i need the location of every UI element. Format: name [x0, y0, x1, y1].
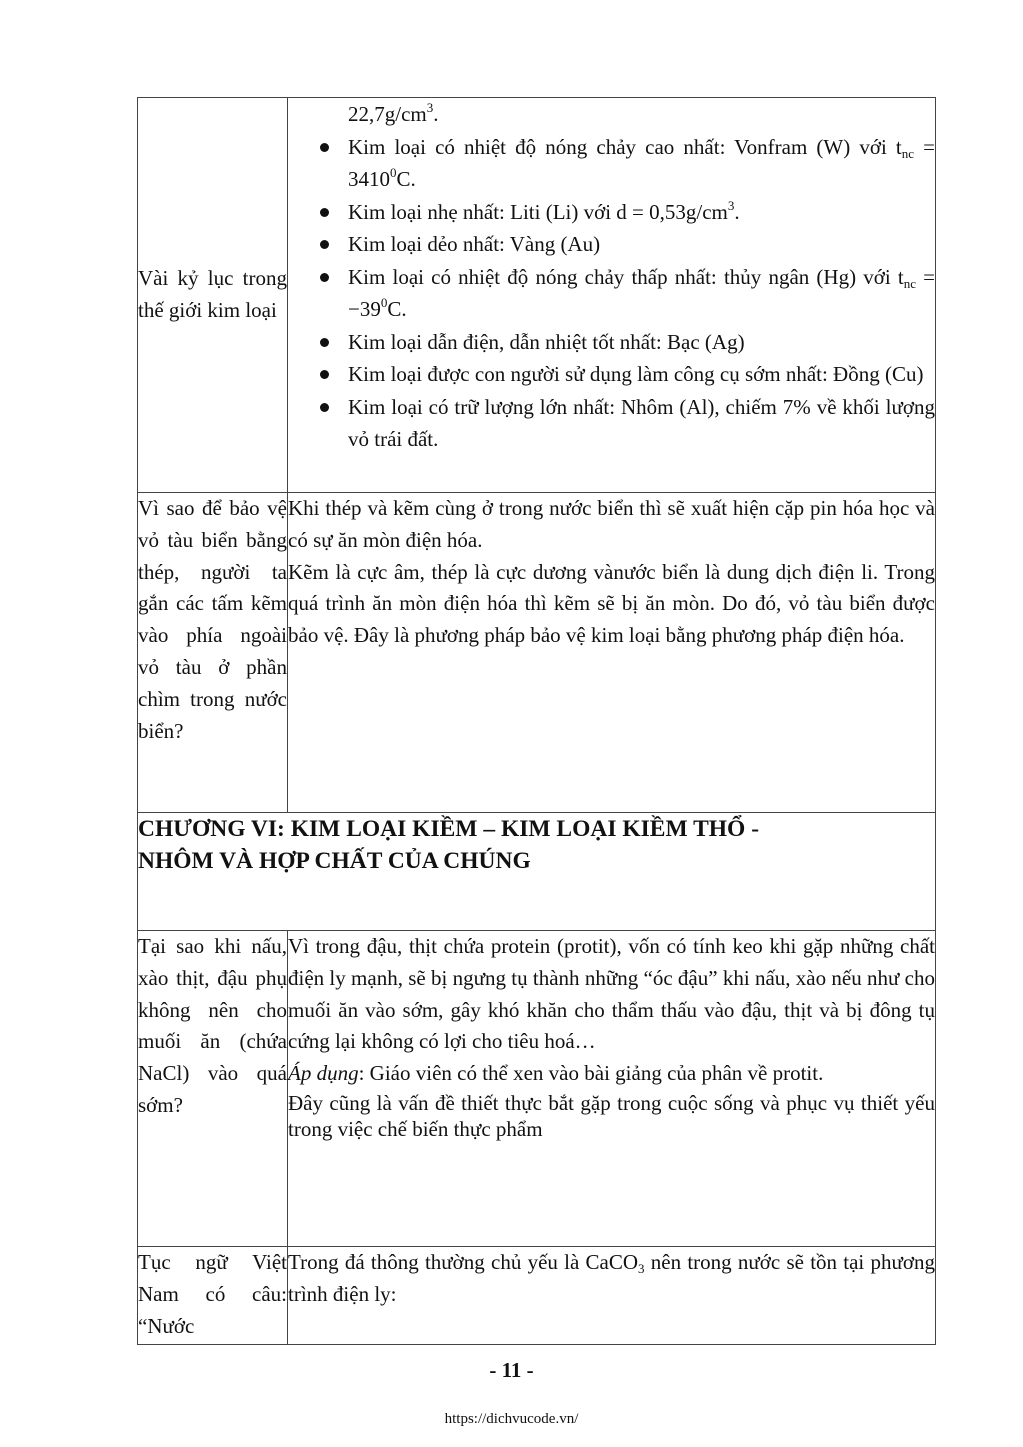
footer-url: https://dichvucode.vn/: [444, 1411, 579, 1427]
answer-paragraph: Đây cũng là vấn đề thiết thực bắt gặp trong cuộc sống và phục vụ thiết yếu trong việc chế biến thực phẩm: [288, 1090, 935, 1141]
answer-paragraph: Áp dụng: Giáo viên có thể xen vào bài giảng của phân về protit.: [288, 1061, 824, 1086]
bullet-dot-icon: [320, 273, 329, 282]
bullet-dot-icon: [320, 240, 329, 249]
bullet-dot-icon: [320, 370, 329, 379]
list-item: Kim loại được con người sử dụng làm công cụ sớm nhất: Đồng (Cu): [288, 358, 935, 391]
bullet-dot-icon: [320, 403, 329, 412]
list-item: Kim loại có trữ lượng lớn nhất: Nhôm (Al), chiếm 7% về khối lượng vỏ trái đất.: [288, 391, 935, 456]
list-item: Kim loại dẫn điện, dẫn nhiệt tốt nhất: Bạc (Ag): [288, 326, 935, 359]
table-row-salt-cooking: [138, 931, 936, 1247]
bullet-dot-icon: [320, 143, 329, 152]
question-cell: [138, 1247, 288, 1345]
bullet-dot-icon: [320, 338, 329, 347]
list-item: Kim loại có nhiệt độ nóng chảy cao nhất: Vonfram (W) với $t_{nc} = 3410^0C$.: [288, 131, 935, 196]
bullet-dot-icon: [320, 208, 329, 217]
chapter-heading-line: NHÔM VÀ HỢP CHẤT CỦA CHÚNG: [138, 848, 531, 874]
answer-paragraph: Kẽm là cực âm, thép là cực dương vànước biển là dung dịch điện li. Trong quá trình ăn mòn điện hóa thì kẽm sẽ bị ăn mòn. Do đó, vỏ tàu biển được bảo vệ. Đây là phương pháp bảo vệ kim loại bằng phương pháp điện hóa.: [288, 559, 935, 648]
chapter-heading: [138, 813, 936, 931]
table-row-records: [138, 98, 936, 493]
table-row-chapter-heading: [138, 813, 936, 931]
qa-table: [137, 97, 936, 1345]
question-cell: [138, 931, 288, 1247]
answer-paragraph: Vì trong đậu, thịt chứa protein (protit), vốn có tính keo khi gặp những chất điện ly mạnh, sẽ bị ngưng tụ thành những “óc đậu” khi nấu, xào nếu như cho muối ăn vào sớm, gây khó khăn cho thẩm thấu vào đậu, thịt và bị đông tụ cứng lại không có lợi cho tiêu hoá…: [288, 934, 935, 1054]
answer-cell: [288, 98, 936, 493]
table-row-ship-protection: [138, 493, 936, 813]
answer-paragraph: Trong đá thông thường chủ yếu là CaCO$_3$ nên trong nước sẽ tồn tại phương trình điện ly:: [288, 1250, 935, 1306]
question-cell: [138, 98, 288, 493]
apply-label: Áp dụng: [288, 1061, 359, 1086]
chapter-heading-line: CHƯƠNG VI: KIM LOẠI KIỀM – KIM LOẠI KIỀM THỔ -: [138, 816, 760, 842]
answer-cell: [288, 1247, 936, 1345]
table-row-proverb: [138, 1247, 936, 1345]
answer-cell: [288, 931, 936, 1247]
answer-paragraph: Khi thép và kẽm cùng ở trong nước biển thì sẽ xuất hiện cặp pin hóa học và có sự ăn mòn điện hóa.: [288, 496, 935, 552]
records-list: [288, 98, 935, 456]
question-cell: [138, 493, 288, 813]
question-text: Tục ngữ Việt Nam có câu: “Nước: [138, 1250, 287, 1338]
question-text: Tại sao khi nấu, xào thịt, đậu phụ không nên cho muối ăn (chứa NaCl) vào quá sớm?: [138, 934, 287, 1117]
list-item: Kim loại dẻo nhất: Vàng (Au): [288, 228, 935, 261]
answer-cell: [288, 493, 936, 813]
list-item-continuation: $22,7g/cm^3$.: [348, 100, 439, 126]
list-item: Kim loại nhẹ nhất: Liti (Li) với $d = 0,53g/cm^3$.: [288, 196, 935, 229]
bullet-items: [288, 131, 935, 456]
page-number: - 11 -: [489, 1358, 534, 1382]
question-text: Vì sao để bảo vệ vỏ tàu biển bằng thép, người ta gắn các tấm kẽm vào phía ngoài vỏ tàu ở phần chìm trong nước biển?: [138, 496, 287, 743]
list-item: Kim loại có nhiệt độ nóng chảy thấp nhất: thủy ngân (Hg) với $t_{nc} = -39^0C$.: [288, 261, 935, 326]
question-text: Vài kỷ lục trong thế giới kim loại: [138, 266, 287, 322]
